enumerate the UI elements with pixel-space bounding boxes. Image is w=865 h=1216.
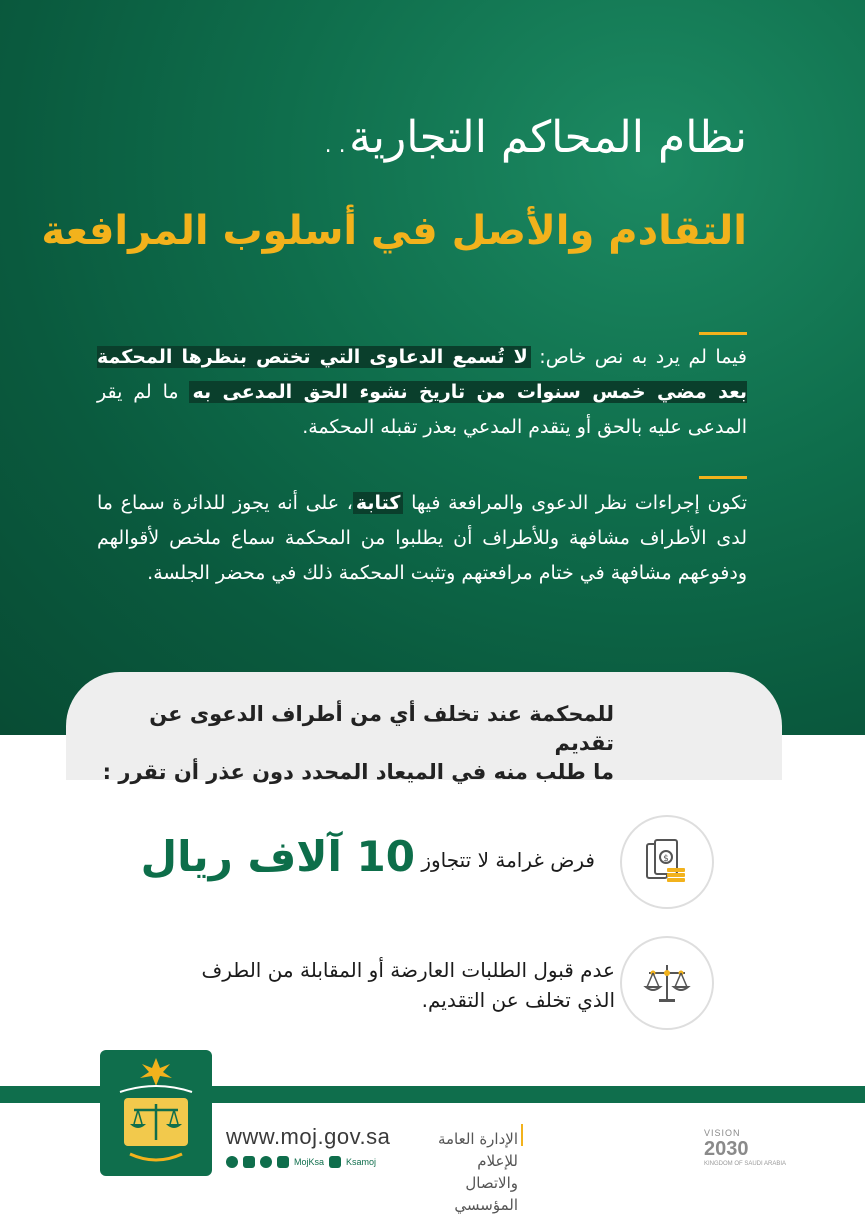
money-icon xyxy=(637,832,697,892)
social-handle-2[interactable]: Ksamoj xyxy=(346,1157,377,1167)
vision-subtitle: KINGDOM OF SAUDI ARABIA xyxy=(704,1161,787,1167)
vision-year: 2030 xyxy=(704,1138,749,1160)
paragraph-2-lead: تكون إجراءات نظر الدعوى والمرافعة فيها xyxy=(403,492,747,514)
reject-line-2: الذي تخلف عن التقديم. xyxy=(421,988,615,1012)
page-title: نظام المحاكم التجارية.. xyxy=(321,112,747,163)
linkedin-icon[interactable] xyxy=(277,1156,289,1168)
notice-panel xyxy=(66,672,782,784)
twitter-icon[interactable] xyxy=(226,1156,238,1168)
website-link[interactable]: www.moj.gov.sa xyxy=(226,1124,391,1149)
paragraph-1-tail: ما لم يقر المدعى عليه بالحق أو يتقدم المدعي بعذر تقبله المحكمة. xyxy=(97,381,747,438)
snapchat-icon[interactable] xyxy=(260,1156,272,1168)
page-subtitle: التقادم والأصل في أسلوب المرافعة xyxy=(41,208,747,254)
fine-label: فرض غرامة لا تتجاوز xyxy=(421,848,595,872)
fine-amount: 10 آلاف ريال xyxy=(140,832,415,881)
social-handle-1[interactable]: MojKsa xyxy=(294,1157,325,1167)
gold-divider xyxy=(699,332,747,335)
paragraph-prescription xyxy=(97,340,747,445)
dept-line-2: والاتصال المؤسسي xyxy=(454,1174,518,1214)
paragraph-1-lead: فيما لم يرد به نص خاص: xyxy=(530,346,747,368)
instagram-icon[interactable] xyxy=(243,1156,255,1168)
vision-2030-logo xyxy=(704,1128,787,1174)
notice-line-1: للمحكمة عند تخلف أي من أطراف الدعوى عن تقديم xyxy=(149,702,614,755)
dept-accent-bar xyxy=(521,1124,523,1146)
reject-line-1: عدم قبول الطلبات العارضة أو المقابلة من الطرف xyxy=(201,958,615,982)
scales-icon xyxy=(637,953,697,1013)
paragraph-2-tail: ، على أنه يجوز للدائرة سماع ما لدى الأطراف مشافهة وللأطراف أن يطلبوا من المحكمة سماع ملخص لأقوالهم ودفوعهم مشافهة في ختام مرافعتهم وتثبت المحكمة ذلك في محضر الجلسة. xyxy=(97,492,747,584)
dept-line-1: الإدارة العامة للإعلام xyxy=(437,1130,518,1170)
notice-text xyxy=(94,700,614,787)
social-links xyxy=(226,1155,376,1169)
paragraph-pleading xyxy=(97,486,747,591)
youtube-icon[interactable] xyxy=(329,1156,341,1168)
gold-divider xyxy=(699,476,747,479)
vision-title: VISION xyxy=(704,1128,741,1138)
svg-text:$: $ xyxy=(663,854,669,864)
reject-requests-text xyxy=(195,955,615,1015)
department-name xyxy=(400,1128,518,1216)
paragraph-1-highlight: لا تُسمع الدعاوى التي تختص بنظرها المحكمة بعد مضي خمس سنوات من تاريخ نشوء الحق المدعى به xyxy=(97,346,748,403)
ministry-logo-icon xyxy=(100,1050,212,1176)
money-icon-circle xyxy=(620,815,714,909)
notice-line-2: ما طلب منه في الميعاد المحدد دون عذر أن تقرر : xyxy=(102,760,614,784)
scales-icon-circle xyxy=(620,936,714,1030)
paragraph-2-highlight: كتابة xyxy=(353,492,404,514)
